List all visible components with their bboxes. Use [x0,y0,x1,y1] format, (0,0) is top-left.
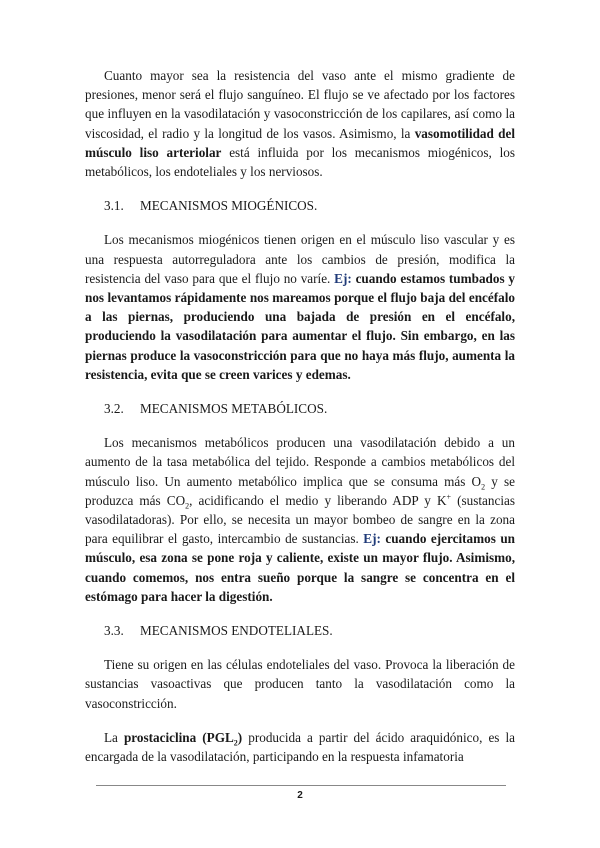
subscript: 2 [481,482,486,492]
footer-divider [96,785,506,786]
heading-text: MECANISMOS MIOGÉNICOS. [140,198,318,214]
heading-endoteliales [85,621,515,640]
text-run: Cuanto mayor sea la resistencia del vaso ante el mismo gradiente de presiones, menor será el flujo sanguíneo. El flujo se ve afectado por los factores que influyen en la vasodilatación y vasoconstricción de los capilares, así como la viscosidad, el radio y la longitud de los vasos. Asimismo, la [85,68,515,141]
bold-example: cuando estamos tumbados y nos levantamos rápidamente nos mareamos porque el flujo baja del encéfalo a las piernas, produciendo una bajada de presión en el encéfalo, produciendo la vasodilatación para aumentar el flujo. Sin embargo, en las piernas produce la vasoconstricción para que no haya más flujo, aumenta la resistencia, evita que se creen varices y edemas. [85,270,515,382]
heading-number: 3.2. [104,401,124,417]
text-run: producida a partir del ácido araquidónico, es la encargada de la vasodilatación, participando en la respuesta infamatoria [85,729,515,765]
heading-miogenicos [85,196,515,215]
example-label: Ej: [363,531,381,547]
text-run: y se produzca más CO [85,473,515,508]
heading-number: 3.3. [104,623,124,639]
paragraph-metabolicos [85,433,515,606]
subscript: 2 [185,501,190,511]
heading-text: MECANISMOS ENDOTELIALES. [140,623,333,639]
example-label: Ej: [334,270,352,286]
page-number: 2 [297,790,303,801]
heading-number: 3.1. [104,198,124,214]
heading-text: MECANISMOS METABÓLICOS. [140,401,328,417]
text-run: Los mecanismos miogénicos tienen origen en el músculo liso vascular y es una respuesta autorreguladora ante los cambios de presión, modifica la resistencia del vaso para que el flujo no varíe. [85,232,515,286]
paragraph-prostaciclina [85,728,515,766]
document-page [85,66,515,766]
paragraph-endoteliales: Tiene su origen en las células endoteliales del vaso. Provoca la liberación de sustancias vasoactivas que producen tanto la vasodilatación como la vasoconstricción. [85,657,515,711]
paragraph-intro [85,66,515,181]
text-run: La [104,729,124,745]
text-run: , acidificando el medio y liberando ADP y K [189,492,447,508]
text-run: (sustancias vasodilatadoras). Por ello, se necesita un mayor bombeo de sangre en la zona para equilibrar el gasto, intercambio de sustancias. [85,492,515,547]
bold-term [123,729,243,748]
heading-metabolicos [85,399,515,418]
subscript: 2 [233,738,238,748]
bold-example: cuando ejercitamos un músculo, esa zona se pone roja y caliente, existe un mayor flujo. Asimismo, cuando comemos, nos entra sueño porque la sangre se concentra en el estómago para hacer la digestión. [85,531,515,604]
text-run: prostaciclina (PGL [123,729,234,745]
text-run: Los mecanismos metabólicos producen una vasodilatación debido a un aumento de la tasa metabólica del tejido. Responde a cambios metabólicos del músculo liso. Un aumento metabólico implica que se consuma más O [85,435,515,489]
text-run: ) [237,729,243,745]
bold-term: vasomotilidad del músculo liso arteriolar [85,125,515,160]
superscript: + [446,492,452,502]
paragraph-miogenicos [85,230,515,384]
text-run: está influida por los mecanismos miogénicos, los metabólicos, los endoteliales y los nerviosos. [85,144,515,180]
